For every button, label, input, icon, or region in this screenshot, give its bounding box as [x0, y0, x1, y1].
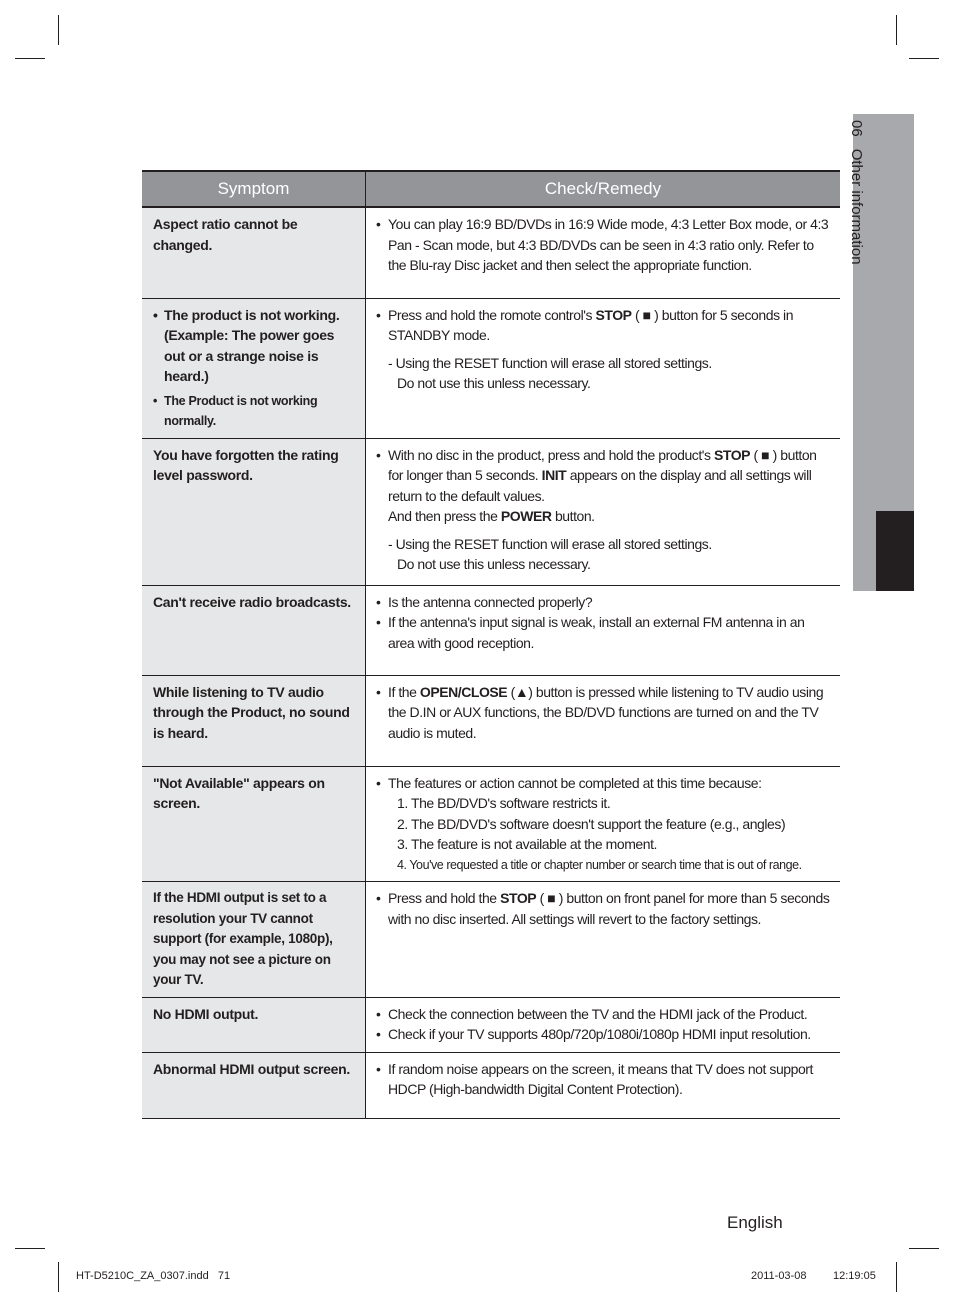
remedy-text: button. [551, 508, 595, 524]
symptom-cell: No HDMI output. [142, 997, 366, 1052]
header-symptom: Symptom [142, 171, 366, 207]
remedy-text: If the [388, 683, 420, 700]
remedy-text: ( ■ ) button for 5 seconds in STANDBY mode. [388, 306, 794, 343]
table-row [142, 675, 840, 766]
crop-mark [896, 1262, 897, 1292]
symptom-cell: Aspect ratio cannot be changed. [142, 207, 366, 298]
remedy-text: (▲) button is pressed while listening to TV audio using the D.IN or AUX functions, the BD/DVD functions are turned on and the TV audio is muted. [388, 683, 824, 741]
table-row [142, 997, 840, 1052]
symptom-cell: If the HDMI output is set to a resolution your TV cannot support (for example, 1080p), you may not see a picture on your TV. [142, 882, 366, 998]
power-button-label: POWER [500, 508, 552, 524]
stop-button-label: STOP [595, 306, 632, 323]
crop-mark [909, 1248, 939, 1249]
symptom-cell: You have forgotten the rating level password. [142, 438, 366, 585]
remedy-cell: • The features or action cannot be completed at this time because: 1. The BD/DVD's software restricts it. 2. The BD/DVD's software doesn't support the feature (e.g., angles) 3. The feature is not available at the moment. 4. You've requested a title or chapter number or search time that is out of range. [366, 766, 841, 882]
remedy-cell: • Press and hold the STOP ( ■ ) button on front panel for more than 5 seconds with no disc inserted. All settings will revert to the factory settings. [366, 882, 841, 998]
note-text: - Using the RESET function will erase all stored settings. [388, 354, 712, 371]
crop-mark [58, 1262, 59, 1292]
stop-button-label: STOP [500, 890, 537, 906]
remedy-cell: • Is the antenna connected properly? • If the antenna's input signal is weak, install an external FM antenna in an area with good reception. [366, 585, 841, 675]
remedy-text: You can play 16:9 BD/DVDs in 16:9 Wide mode, 4:3 Letter Box mode, or 4:3 Pan - Scan mode, but 4:3 BD/DVDs can be seen in 4:3 ratio only. Refer to the Blu-ray Disc jacket and then select the appropriate function. [388, 216, 829, 273]
remedy-cell: • You can play 16:9 BD/DVDs in 16:9 Wide mode, 4:3 Letter Box mode, or 4:3 Pan - Scan mode, but 4:3 BD/DVDs can be seen in 4:3 ratio only. Refer to the Blu-ray Disc jacket and then select the appropriate function. [366, 207, 841, 298]
page-language: English [727, 1213, 783, 1232]
crop-mark [15, 58, 45, 59]
stop-button-label: STOP [714, 446, 751, 463]
symptom-cell: While listening to TV audio through the Product, no sound is heard. [142, 675, 366, 766]
table-row [142, 207, 840, 298]
list-item: 2. The BD/DVD's software doesn't support the feature (e.g., angles) [397, 815, 786, 832]
symptom-cell: • The product is not working. (Example: The power goes out or a strange noise is heard.) • The Product is not working normally. [142, 298, 366, 438]
chapter-tab-label [848, 114, 877, 314]
remedy-cell: • If the OPEN/CLOSE (▲) button is pressed while listening to TV audio using the D.IN or AUX functions, the BD/DVD functions are turned on and the TV audio is muted. [366, 675, 841, 766]
remedy-text: ( ■ ) button for longer than 5 seconds. [388, 446, 817, 483]
symptom-text: The Product is not working normally. [164, 393, 318, 428]
list-item: 3. The feature is not available at the moment. [397, 836, 657, 852]
header-check-remedy: Check/Remedy [366, 171, 841, 207]
file-slug: HT-D5210C_ZA_0307.indd 71 [76, 1270, 231, 1282]
remedy-text: The features or action cannot be completed at this time because: [388, 774, 762, 791]
remedy-cell: • Check the connection between the TV and the HDMI jack of the Product. • Check if your TV supports 480p/720p/1080i/1080p HDMI input resolution. [366, 997, 841, 1052]
list-item: 1. The BD/DVD's software restricts it. [397, 795, 611, 811]
chapter-title: Other information [848, 148, 865, 265]
remedy-text: And then press the [388, 508, 501, 524]
remedy-text: If the antenna's input signal is weak, install an external FM antenna in an area with good reception. [388, 614, 805, 651]
remedy-cell: • Press and hold the romote control's STOP ( ■ ) button for 5 seconds in STANDBY mode. - Using the RESET function will erase all stored settings. Do not use this unless necessary. [366, 298, 841, 438]
remedy-text: ( ■ ) button on front panel for more than 5 seconds with no disc inserted. All settings will revert to the factory settings. [388, 890, 830, 927]
crop-mark [15, 1248, 45, 1249]
symptom-cell: "Not Available" appears on screen. [142, 766, 366, 882]
symptom-cell: Abnormal HDMI output screen. [142, 1052, 366, 1118]
table-row [142, 298, 840, 438]
crop-mark [909, 58, 939, 59]
init-label: INIT [541, 467, 567, 483]
remedy-text: Check if your TV supports 480p/720p/1080i/1080p HDMI input resolution. [388, 1026, 811, 1042]
list-item: 4. You've requested a title or chapter number or search time that is out of range. [397, 857, 802, 872]
crop-mark [58, 15, 59, 45]
table-header-row [142, 171, 840, 207]
open-close-button-label: OPEN/CLOSE [419, 683, 508, 700]
print-date: 2011-03-08 [751, 1270, 807, 1282]
table-row [142, 882, 840, 998]
print-time: 12:19:05 [833, 1270, 876, 1282]
remedy-text: If random noise appears on the screen, it means that TV does not support HDCP (High-bandwidth Digital Content Protection). [388, 1060, 813, 1097]
symptom-cell: Can't receive radio broadcasts. [142, 585, 366, 675]
crop-mark [896, 15, 897, 45]
table-row [142, 438, 840, 585]
table-row [142, 1052, 840, 1118]
remedy-cell: • With no disc in the product, press and hold the product's STOP ( ■ ) button for longer than 5 seconds. INIT appears on the display and all settings will return to the default values. And then press the POWER button. - Using the RESET function will erase all stored settings. Do not use this unless necessary. [366, 438, 841, 585]
note-text: - Using the RESET function will erase all stored settings. [388, 535, 712, 552]
note-text: Do not use this unless necessary. [397, 556, 591, 572]
troubleshooting-table [142, 170, 840, 1119]
remedy-text: Is the antenna connected properly? [388, 593, 593, 610]
remedy-text: With no disc in the product, press and hold the product's [388, 446, 714, 463]
remedy-text: Press and hold the romote control's [388, 306, 596, 323]
chapter-tab-marker [876, 511, 914, 591]
table-row [142, 585, 840, 675]
remedy-text: appears on the display and all settings will return to the default values. [388, 467, 812, 504]
remedy-text: Check the connection between the TV and the HDMI jack of the Product. [388, 1005, 808, 1022]
table-row [142, 766, 840, 882]
remedy-text: Press and hold the [388, 890, 501, 906]
chapter-number: 06 [848, 120, 865, 137]
note-text: Do not use this unless necessary. [397, 375, 591, 391]
symptom-text: The product is not working. (Example: The power goes out or a strange noise is heard.) [164, 306, 340, 384]
remedy-cell: • If random noise appears on the screen, it means that TV does not support HDCP (High-bandwidth Digital Content Protection). [366, 1052, 841, 1118]
